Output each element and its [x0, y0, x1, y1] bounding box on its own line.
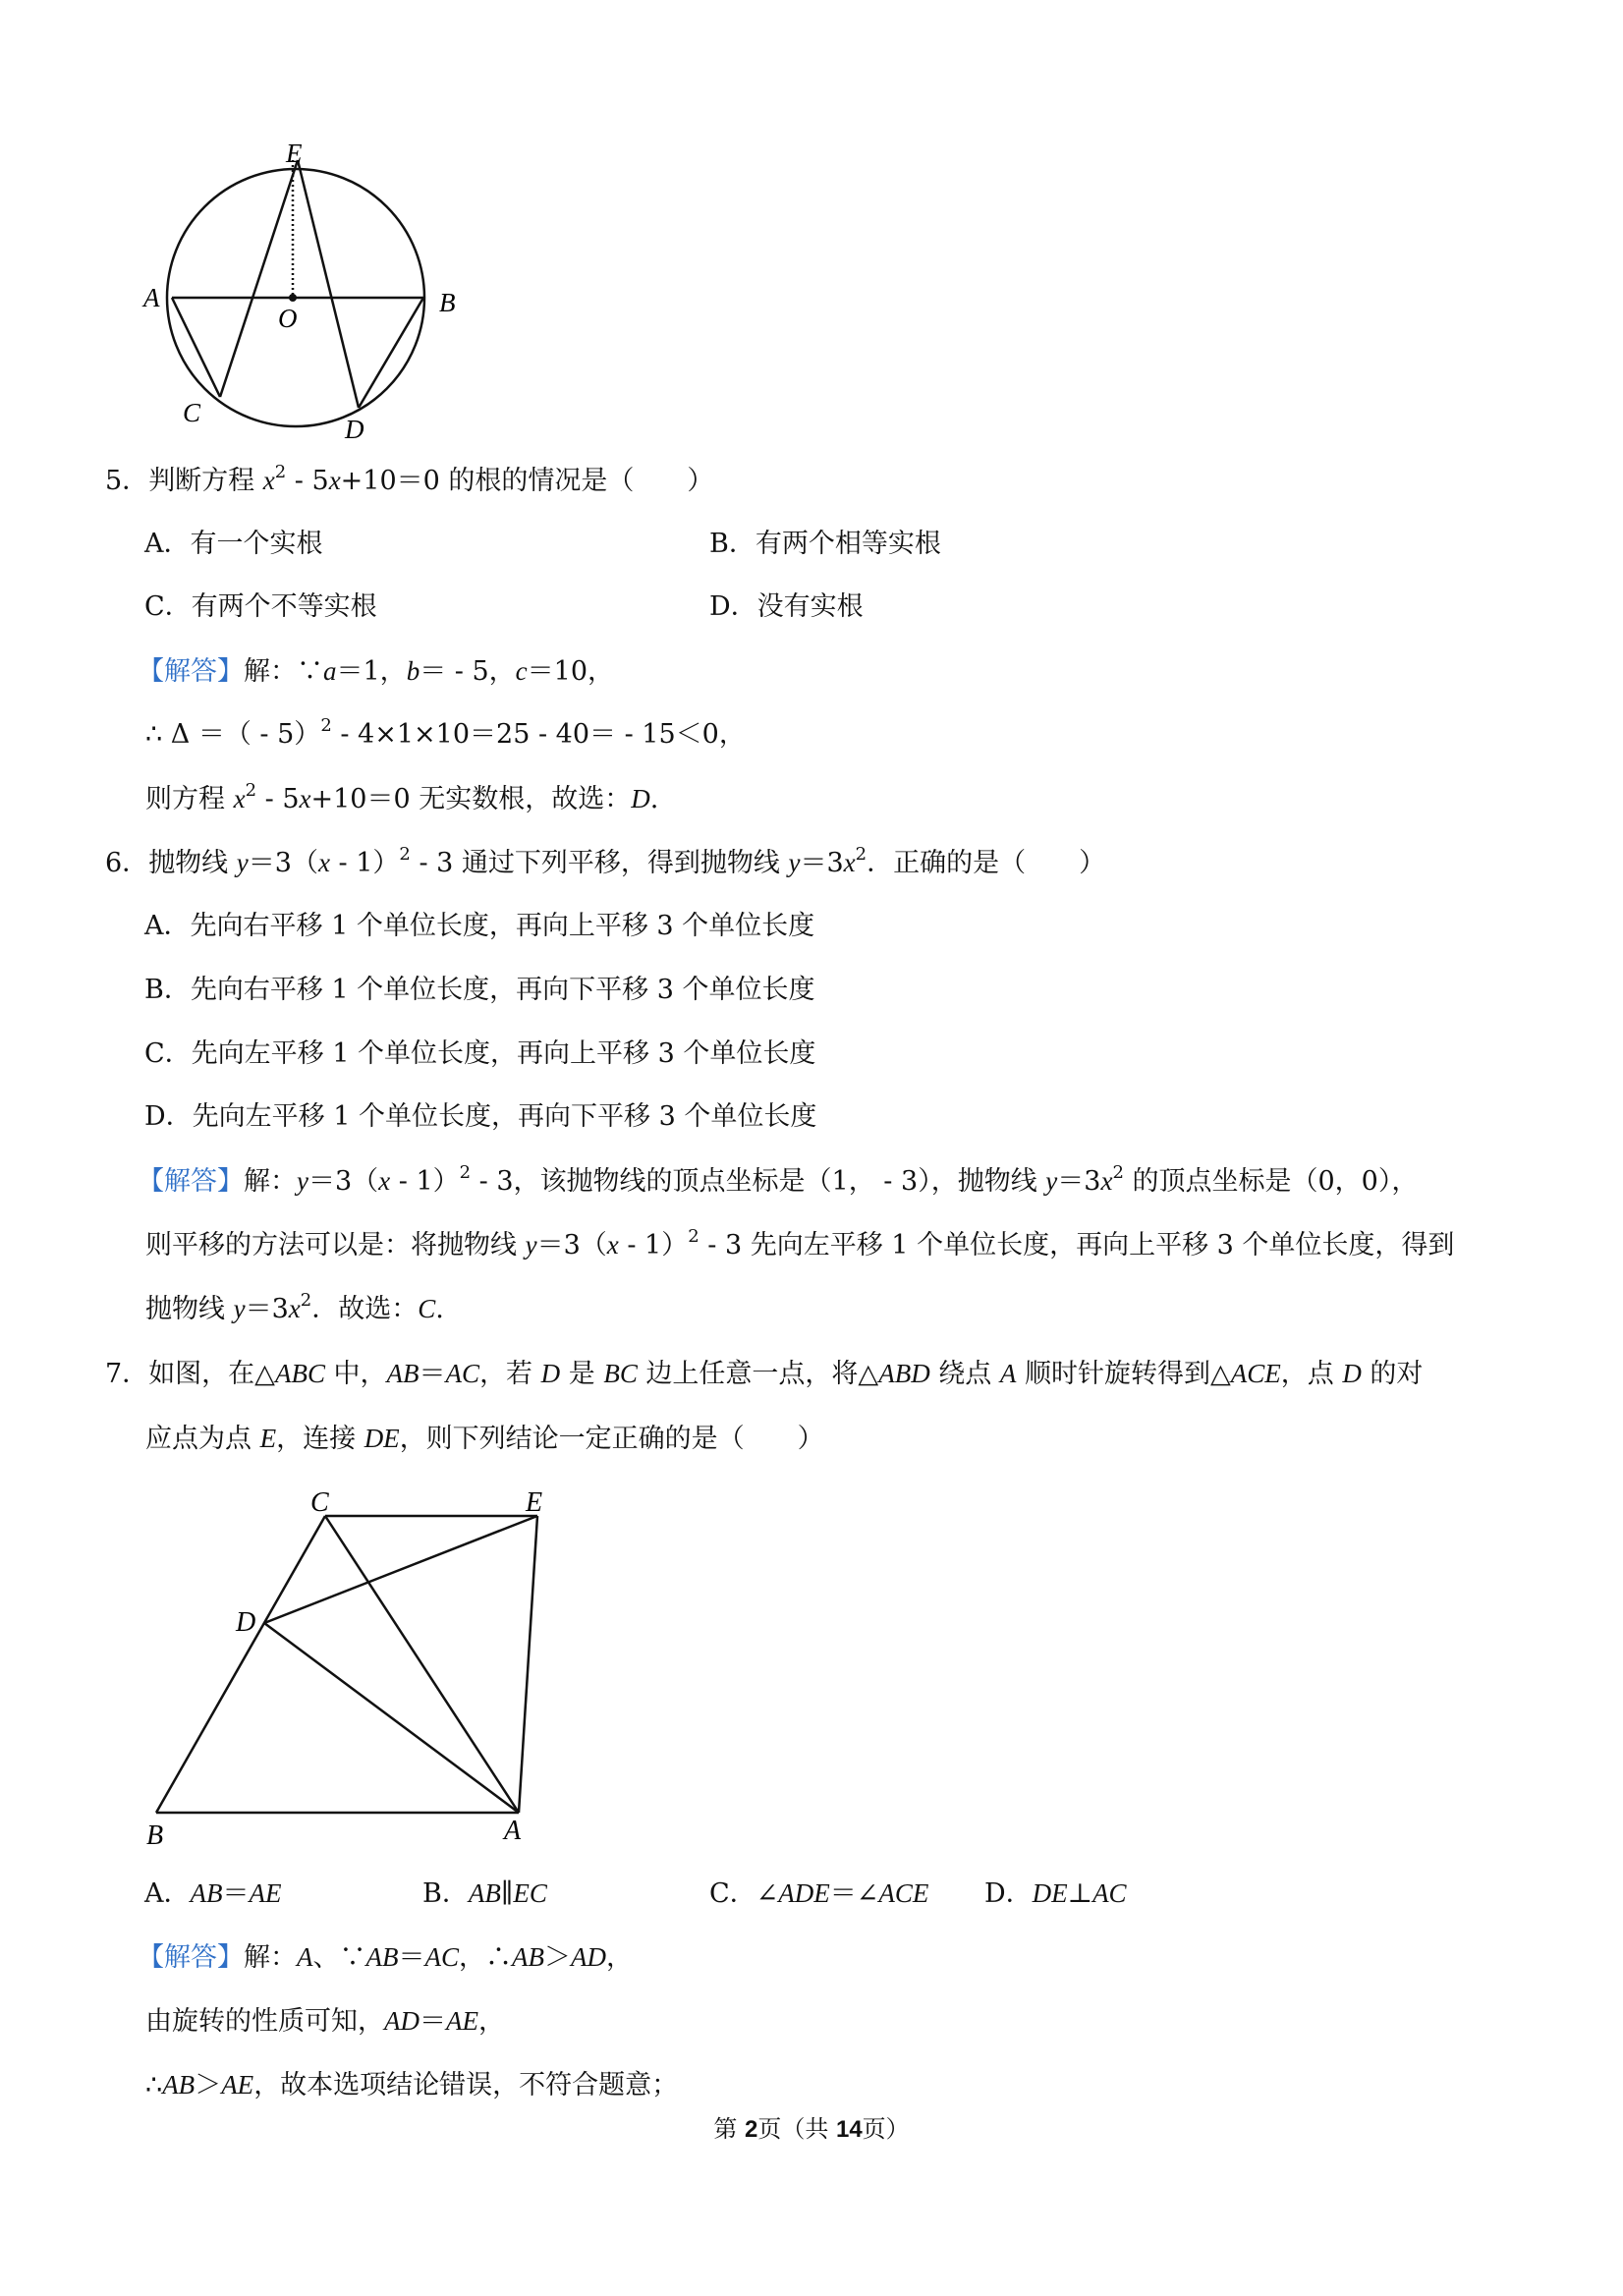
q6-var: x — [317, 848, 330, 877]
answer-text: ， — [478, 2006, 505, 2037]
answer-text: ＝3 — [1057, 1166, 1101, 1197]
q6-sup: 2 — [399, 844, 411, 865]
q7-var: AB — [386, 1359, 420, 1388]
segment-cb — [156, 1516, 325, 1813]
answer-sup: 2 — [245, 780, 257, 801]
answer-text: ， — [606, 1942, 634, 1973]
chord-bd — [359, 298, 423, 408]
q7-var: BC — [603, 1359, 638, 1388]
answer-text: 由旋转的性质可知， — [145, 2006, 384, 2037]
q7-var: E — [259, 1424, 277, 1453]
q7-text: 绕点 — [929, 1359, 1000, 1389]
answer-text: - 1） — [618, 1230, 689, 1260]
label-a: A — [504, 1816, 522, 1846]
q7-var: DE — [364, 1424, 400, 1453]
q7-text: 顺时针旋转得到△ — [1016, 1359, 1231, 1389]
answer-var: b — [406, 656, 420, 686]
q5-number: 5． — [105, 466, 149, 496]
label-d: D — [236, 1607, 256, 1638]
label-o: O — [278, 304, 298, 333]
answer-text: ，∴ — [459, 1942, 513, 1973]
q7-text: 应点为点 — [145, 1424, 260, 1454]
q7-text: 如图，在△ — [148, 1359, 275, 1389]
label-c: C — [183, 398, 201, 427]
answer-var: AC — [424, 1942, 460, 1972]
answer-var: c — [515, 656, 528, 686]
answer-sup: 2 — [300, 1290, 312, 1311]
label-b: B — [439, 288, 456, 317]
q6-text: ＝3 — [800, 848, 844, 878]
answer-text: ．故选： — [311, 1294, 419, 1324]
q5-option-c: C．有两个不等实根 — [144, 591, 377, 622]
answer-text: 、∵ — [312, 1942, 366, 1973]
option-text: C．∠ — [709, 1878, 779, 1909]
answer-var: y — [525, 1230, 537, 1260]
answer-text: 解： — [244, 1166, 297, 1197]
q5-option-d: D．没有实根 — [709, 591, 864, 622]
answer-var: AE — [221, 2070, 254, 2100]
answer-text: 则方程 — [145, 784, 234, 814]
q7-var: AC — [445, 1359, 480, 1388]
answer-text: ＝1， — [336, 656, 407, 687]
answer-var: y — [233, 1294, 246, 1323]
q5-stem — [105, 461, 713, 501]
q6-text: ．正确的是（ ） — [867, 848, 1106, 878]
option-text: ⊥ — [1067, 1878, 1093, 1909]
center-dot — [289, 294, 297, 302]
q7-text: 的对 — [1361, 1359, 1424, 1389]
label-e: E — [526, 1487, 543, 1518]
option-var: DE — [1032, 1878, 1068, 1908]
q7-var: D — [1342, 1359, 1362, 1388]
q6-var: y — [236, 848, 249, 877]
answer-label: 【解答】 — [138, 1942, 244, 1973]
answer-var: AB — [512, 1942, 545, 1972]
answer-text: - 5 — [256, 784, 300, 814]
q7-var: ABD — [878, 1359, 930, 1388]
q7-answer-2 — [145, 2001, 505, 2042]
answer-text: 解：∵ — [244, 656, 323, 687]
q6-answer-1 — [138, 1161, 1418, 1202]
answer-var: AD — [571, 1942, 607, 1972]
answer-text: ＞ — [544, 1942, 572, 1973]
q7-option-b — [422, 1874, 547, 1914]
q6-text: 抛物线 — [148, 848, 237, 878]
answer-text: - 3，该抛物线的顶点坐标是（1， - 3），抛物线 — [471, 1166, 1046, 1197]
answer-var: y — [1045, 1166, 1058, 1196]
q7-text: 中， — [324, 1359, 387, 1389]
option-text: A． — [144, 1878, 191, 1909]
footer-text: 第 — [713, 2115, 745, 2143]
label-b: B — [146, 1820, 164, 1851]
q7-stem-2 — [145, 1419, 824, 1459]
circle-figure — [138, 133, 501, 457]
answer-text: - 1） — [390, 1166, 460, 1197]
footer-text: 页（共 — [757, 2115, 836, 2143]
label-c: C — [310, 1487, 329, 1518]
q7-var: ACE — [1230, 1359, 1281, 1388]
q7-var: D — [540, 1359, 561, 1388]
q7-answer-1 — [138, 1937, 633, 1978]
answer-var: x — [1100, 1166, 1113, 1196]
q5-text: - 5 — [286, 466, 329, 496]
answer-text: ＝ - 5， — [420, 656, 516, 687]
option-text: ＝ — [222, 1878, 250, 1909]
answer-text: ，故本选项结论错误，不符合题意； — [253, 2070, 679, 2100]
label-a: A — [143, 283, 160, 312]
answer-text: +10＝0 无实数根，故选： — [310, 784, 632, 814]
q7-answer-3 — [145, 2065, 678, 2105]
answer-sup: 2 — [320, 715, 332, 736]
q6-answer-3 — [145, 1289, 444, 1329]
q7-text: ，则下列结论一定正确的是（ ） — [399, 1424, 824, 1454]
q5-option-b: B．有两个相等实根 — [709, 529, 941, 559]
answer-text: 的顶点坐标是（0，0）， — [1123, 1166, 1419, 1197]
option-var: AE — [249, 1878, 282, 1908]
quadrilateral-figure — [142, 1484, 575, 1857]
q6-text: - 1） — [329, 848, 400, 878]
total-pages: 14 — [835, 2116, 863, 2143]
answer-var: AB — [162, 2070, 196, 2100]
q6-sup: 2 — [855, 844, 867, 865]
segment-da — [264, 1623, 519, 1813]
answer-var: x — [288, 1294, 301, 1323]
q5-var: x — [262, 466, 275, 495]
answer-var: C — [418, 1294, 436, 1323]
q5-answer-3 — [145, 779, 658, 819]
q7-text: 边上任意一点，将△ — [637, 1359, 879, 1389]
q5-sup: 2 — [274, 462, 287, 482]
q6-var: x — [843, 848, 856, 877]
answer-sup: 2 — [1112, 1162, 1124, 1183]
q7-var: ABC — [274, 1359, 325, 1388]
q7-text: 是 — [560, 1359, 604, 1389]
answer-text: ＝10， — [527, 656, 614, 687]
q7-stem-1 — [105, 1354, 1423, 1394]
q7-option-c — [709, 1874, 928, 1914]
answer-label: 【解答】 — [138, 1166, 244, 1197]
q7-text: ＝ — [419, 1359, 446, 1389]
answer-var: x — [378, 1166, 391, 1196]
option-var: AB — [190, 1878, 223, 1908]
q7-text: ，点 — [1280, 1359, 1343, 1389]
answer-text: ＝3（ — [308, 1166, 379, 1197]
answer-text: 则平移的方法可以是：将抛物线 — [145, 1230, 526, 1260]
segment-ea — [519, 1516, 537, 1813]
answer-var: D — [631, 784, 650, 813]
q5-option-a: A．有一个实根 — [144, 529, 323, 559]
q5-text: 判断方程 — [148, 466, 263, 496]
answer-text: ＝3（ — [536, 1230, 607, 1260]
answer-text: . — [649, 784, 659, 814]
answer-text: ＝ — [398, 1942, 425, 1973]
q7-text: ，连接 — [276, 1424, 364, 1454]
option-var: AC — [1092, 1878, 1127, 1908]
q5-answer-1 — [138, 651, 614, 692]
answer-var: x — [299, 784, 311, 813]
q5-text: +10＝0 的根的情况是（ ） — [340, 466, 714, 496]
q6-option-a: A．先向右平移 1 个单位长度，再向上平移 3 个单位长度 — [144, 911, 815, 941]
option-text: ＝∠ — [829, 1878, 879, 1909]
answer-var: AB — [365, 1942, 399, 1972]
page-number: 2 — [744, 2116, 758, 2143]
q7-option-d — [984, 1874, 1127, 1914]
answer-text: 抛物线 — [145, 1294, 234, 1324]
answer-var: AD — [384, 2006, 420, 2036]
page-footer — [0, 2112, 1623, 2147]
answer-var: x — [233, 784, 246, 813]
segment-de — [264, 1516, 537, 1623]
chord-ac — [172, 298, 220, 397]
chord-ed — [298, 160, 359, 408]
option-text: B． — [422, 1878, 469, 1909]
answer-text: - 3 先向左平移 1 个单位长度，再向上平移 3 个单位长度，得到 — [699, 1230, 1455, 1260]
q6-text: - 3 通过下列平移，得到抛物线 — [410, 848, 789, 878]
answer-text: . — [435, 1294, 444, 1324]
q7-option-a — [144, 1874, 282, 1914]
option-var: EC — [513, 1878, 547, 1908]
answer-text: ∴ — [145, 2070, 163, 2100]
answer-text: - 4×1×10＝25 - 40＝ - 15＜0， — [331, 719, 746, 750]
q6-stem — [105, 843, 1105, 883]
option-text: D． — [984, 1878, 1033, 1909]
answer-label: 【解答】 — [138, 656, 244, 687]
label-e: E — [286, 139, 303, 168]
answer-sup: 2 — [459, 1162, 472, 1183]
q6-var: y — [788, 848, 801, 877]
q7-text: ，若 — [479, 1359, 541, 1389]
q6-answer-2 — [145, 1225, 1454, 1265]
answer-text: ＝3 — [245, 1294, 289, 1324]
option-text: ∥ — [500, 1878, 514, 1909]
answer-sup: 2 — [688, 1226, 700, 1247]
answer-var: a — [323, 656, 337, 686]
answer-text: ＝ — [420, 2006, 446, 2037]
answer-var: AE — [446, 2006, 478, 2036]
q5-answer-2 — [145, 715, 746, 755]
q6-option-d: D．先向左平移 1 个单位长度，再向下平移 3 个单位长度 — [144, 1101, 817, 1132]
q6-number: 6． — [105, 848, 149, 878]
label-d: D — [345, 415, 364, 444]
q5-var: x — [328, 466, 341, 495]
answer-var: x — [606, 1230, 619, 1260]
q6-option-c: C．先向左平移 1 个单位长度，再向上平移 3 个单位长度 — [144, 1038, 816, 1069]
option-var: AB — [468, 1878, 501, 1908]
option-var: ACE — [878, 1878, 929, 1908]
q7-var: A — [999, 1359, 1017, 1388]
answer-var: A — [297, 1942, 313, 1972]
q7-number: 7． — [105, 1359, 149, 1389]
footer-text: 页） — [862, 2115, 910, 2143]
option-var: ADE — [778, 1878, 830, 1908]
answer-text: ∴ Δ ＝（ - 5） — [145, 719, 321, 750]
chord-ec — [220, 160, 298, 397]
answer-text: 解： — [244, 1942, 297, 1973]
q6-option-b: B．先向右平移 1 个单位长度，再向下平移 3 个单位长度 — [144, 975, 815, 1005]
answer-var: y — [297, 1166, 308, 1196]
answer-text: ＞ — [195, 2070, 222, 2100]
q6-text: ＝3（ — [248, 848, 318, 878]
